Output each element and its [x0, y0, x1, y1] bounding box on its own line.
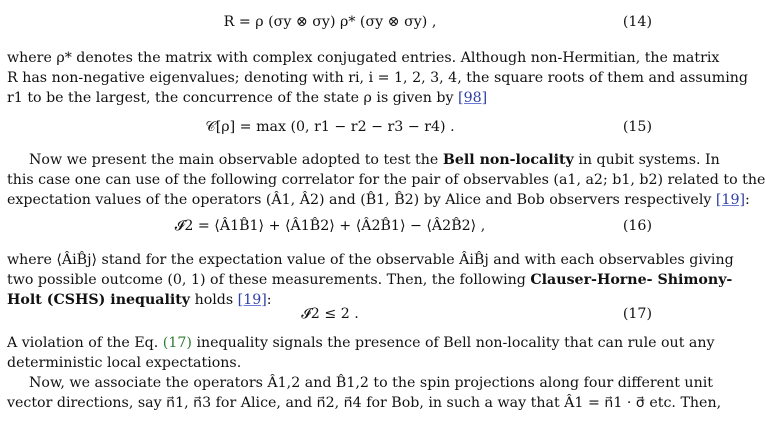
equation-15-body: 𝒞[ρ] = max (0, r1 − r2 − r3 − r4) .	[205, 119, 455, 135]
p3-line1: where ⟨ÂiB̂j⟩ stand for the expectation value of the observable ÂiB̂j and with each observables giving	[7, 252, 734, 268]
p2-line1-tail: in qubit systems. In	[578, 152, 720, 168]
p3-line2-text: two possible outcome (0, 1) of these measurements. Then, the following	[7, 272, 526, 288]
equation-14-number: (14)	[622, 14, 652, 30]
citation-link-98[interactable]: [98]	[458, 90, 488, 106]
p1-line2: R has non-negative eigenvalues; denoting with ri, i = 1, 2, 3, 4, the square roots of them and assuming	[7, 70, 749, 86]
p2-line3	[7, 190, 750, 210]
equation-16	[0, 218, 660, 240]
p1-line1: where ρ* denotes the matrix with complex conjugated entries. Although non-Hermitian, the matrix	[7, 50, 720, 66]
equation-17-body: 𝓘2 ≤ 2 .	[301, 306, 359, 322]
p4-line1-tail: inequality signals the presence of Bell non-locality that can rule out any	[196, 335, 715, 351]
bell-nonlocality-term: Bell non-locality	[442, 152, 574, 168]
equation-17-number: (17)	[622, 306, 652, 322]
p2-line3-colon: :	[745, 192, 750, 208]
chsh-term-part2: Holt (CSHS) inequality	[7, 292, 191, 308]
chsh-term-part1: Clauser-Horne- Shimony-	[530, 272, 733, 288]
p5-line2: vector directions, say n⃗1, n⃗3 for Alice, and n⃗2, n⃗4 for Bob, in such a way that Â1 = n⃗1 · σ⃗ etc. Then,	[7, 395, 722, 411]
equation-15	[0, 119, 660, 141]
equation-ref-17[interactable]: (17)	[162, 335, 192, 351]
equation-17	[0, 306, 660, 328]
p1-line3	[7, 88, 653, 108]
p4-line1	[7, 333, 715, 353]
p2-line3-text: expectation values of the operators (Â1, Â2) and (B̂1, B̂2) by Alice and Bob observers respectively	[7, 192, 712, 208]
p3-line3-text: holds	[194, 292, 234, 308]
equation-14-body: R = ρ (σy ⊗ σy) ρ* (σy ⊗ σy) ,	[223, 14, 437, 30]
p4-line1-text: A violation of the Eq.	[7, 335, 159, 351]
equation-16-body: 𝓘2 = ⟨Â1B̂1⟩ + ⟨Â1B̂2⟩ + ⟨Â2B̂1⟩ − ⟨Â2B̂2⟩ ,	[174, 218, 486, 234]
p1-line3-text: r1 to be the largest, the concurrence of the state ρ is given by	[7, 90, 454, 106]
p3-line3-colon: :	[266, 292, 272, 308]
citation-link-19[interactable]: [19]	[715, 192, 746, 208]
citation-link-19-b[interactable]: [19]	[237, 292, 267, 308]
equation-14	[0, 14, 660, 36]
equation-15-number: (15)	[622, 119, 652, 135]
p3-line2	[7, 270, 733, 290]
equation-16-number: (16)	[622, 218, 652, 234]
p2-line1	[7, 150, 720, 170]
p5-line1: Now, we associate the operators Â1,2 and B̂1,2 to the spin projections along four different unit	[29, 375, 713, 391]
p2-line1-text: Now we present the main observable adopted to test the	[29, 152, 439, 168]
p2-line2: this case one can use of the following correlator for the pair of observables (a1, a2; b1, b2) related to the	[7, 172, 765, 188]
p4-line2: deterministic local expectations.	[7, 355, 242, 371]
